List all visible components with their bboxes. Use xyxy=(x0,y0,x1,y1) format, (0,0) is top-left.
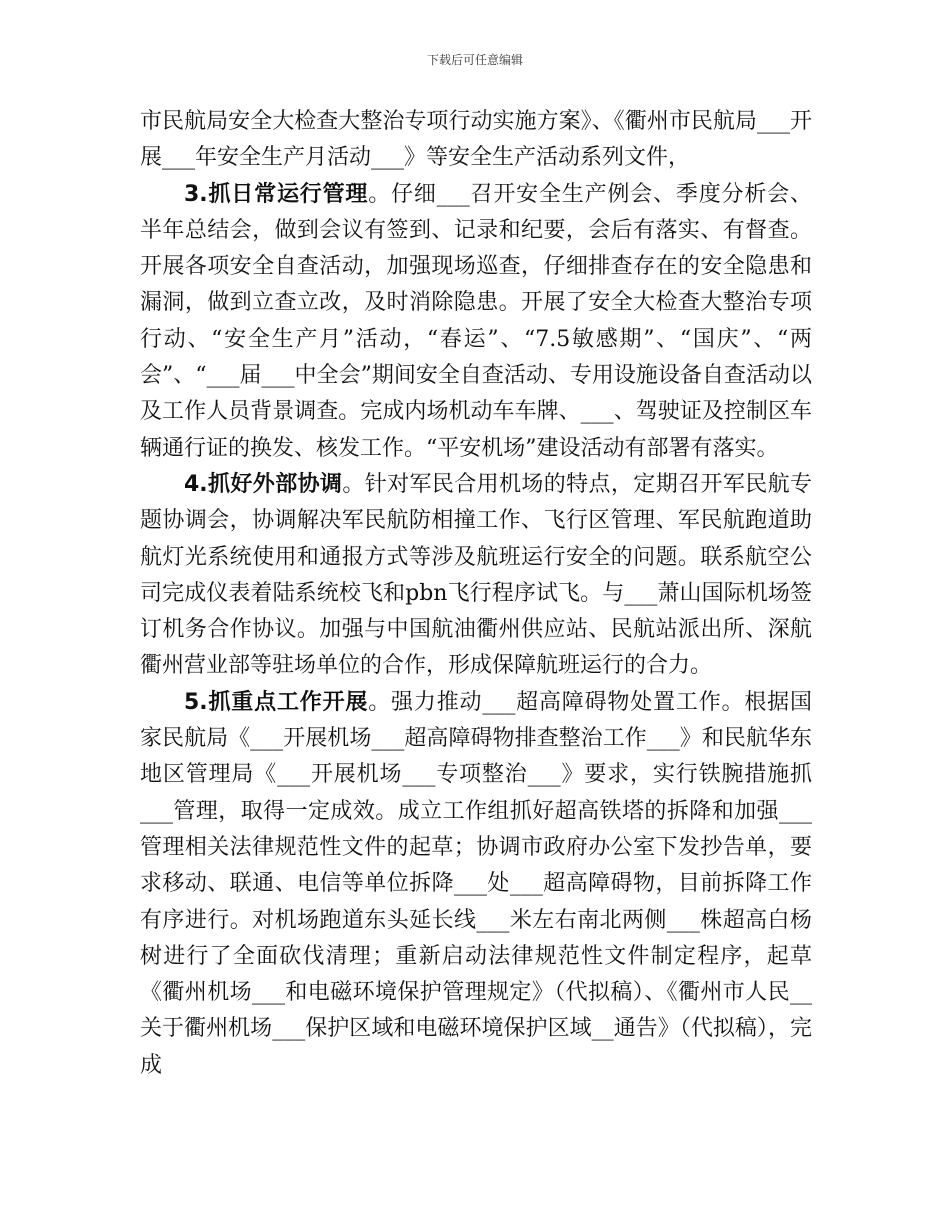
paragraph-external-coordination xyxy=(140,467,812,685)
paragraph-heading: 4.抓好外部协调 xyxy=(184,471,343,497)
paragraph-heading: 5.抓重点工作开展 xyxy=(184,689,369,715)
page-header: 下载后可任意编辑 xyxy=(426,53,523,67)
paragraph-text: 。强力推动___超高障碍物处置工作。根据国家民航局《___开展机场___超高障碍物排查整治工作___》和民航华东地区管理局《___开展机场___专项整治___》要求，实行铁腕措施抓___管理，取得一定成效。成立工作组抓好超高铁塔的拆降和加强___管理相关法律规范性文件的起草；协调市政府办公室下发抄告单，要求移动、联通、电信等单位拆降___处___超高障碍物，目前拆降工作有序进行。对机场跑道东头延长线___米左右南北两侧___株超高白杨树进行了全面砍伐清理；重新启动法律规范性文件制定程序，起草《衢州机场___和电磁环境保护管理规定》（代拟稿）、《衢州市人民__关于衢州机场___保护区域和电磁环境保护区域__通告》（代拟稿），完成 xyxy=(140,689,812,1078)
paragraph-text: 。针对军民合用机场的特点，定期召开军民航专题协调会，协调解决军民航防相撞工作、飞行区管理、军民航跑道助航灯光系统使用和通报方式等涉及航班运行安全的问题。联系航空公司完成仪表着陆系统校飞和pbn飞行程序试飞。与___萧山国际机场签订机务合作协议。加强与中国航油衢州供应站、民航站派出所、深航衢州营业部等驻场单位的合作，形成保障航班运行的合力。 xyxy=(140,471,812,679)
paragraph-text: 。仔细___召开安全生产例会、季度分析会、半年总结会，做到会议有签到、记录和纪要，会后有落实、有督查。开展各项安全自查活动，加强现场巡查，仔细排查存在的安全隐患和漏洞，做到立查立改，及时消除隐患。开展了安全大检查大整治专项行动、“安全生产月”活动，“春运”、“7.5敏感期”、“国庆”、“两会”、“___届___中全会”期间安全自查活动、专用设施设备自查活动以及工作人员背景调查。完成内场机动车车牌、___、驾驶证及控制区车辆通行证的换发、核发工作。“平安机场”建设活动有部署有落实。 xyxy=(140,181,812,461)
paragraph-key-work xyxy=(140,685,812,1084)
paragraph-daily-operations xyxy=(140,177,812,467)
paragraph-continuation xyxy=(140,104,812,177)
document-body xyxy=(140,104,812,1084)
paragraph-heading: 3.抓日常运行管理 xyxy=(184,181,369,207)
paragraph-text: 市民航局安全大检查大整治专项行动实施方案》、《衢州市民航局___开展___年安全生产月活动___》等安全生产活动系列文件， xyxy=(140,109,812,171)
